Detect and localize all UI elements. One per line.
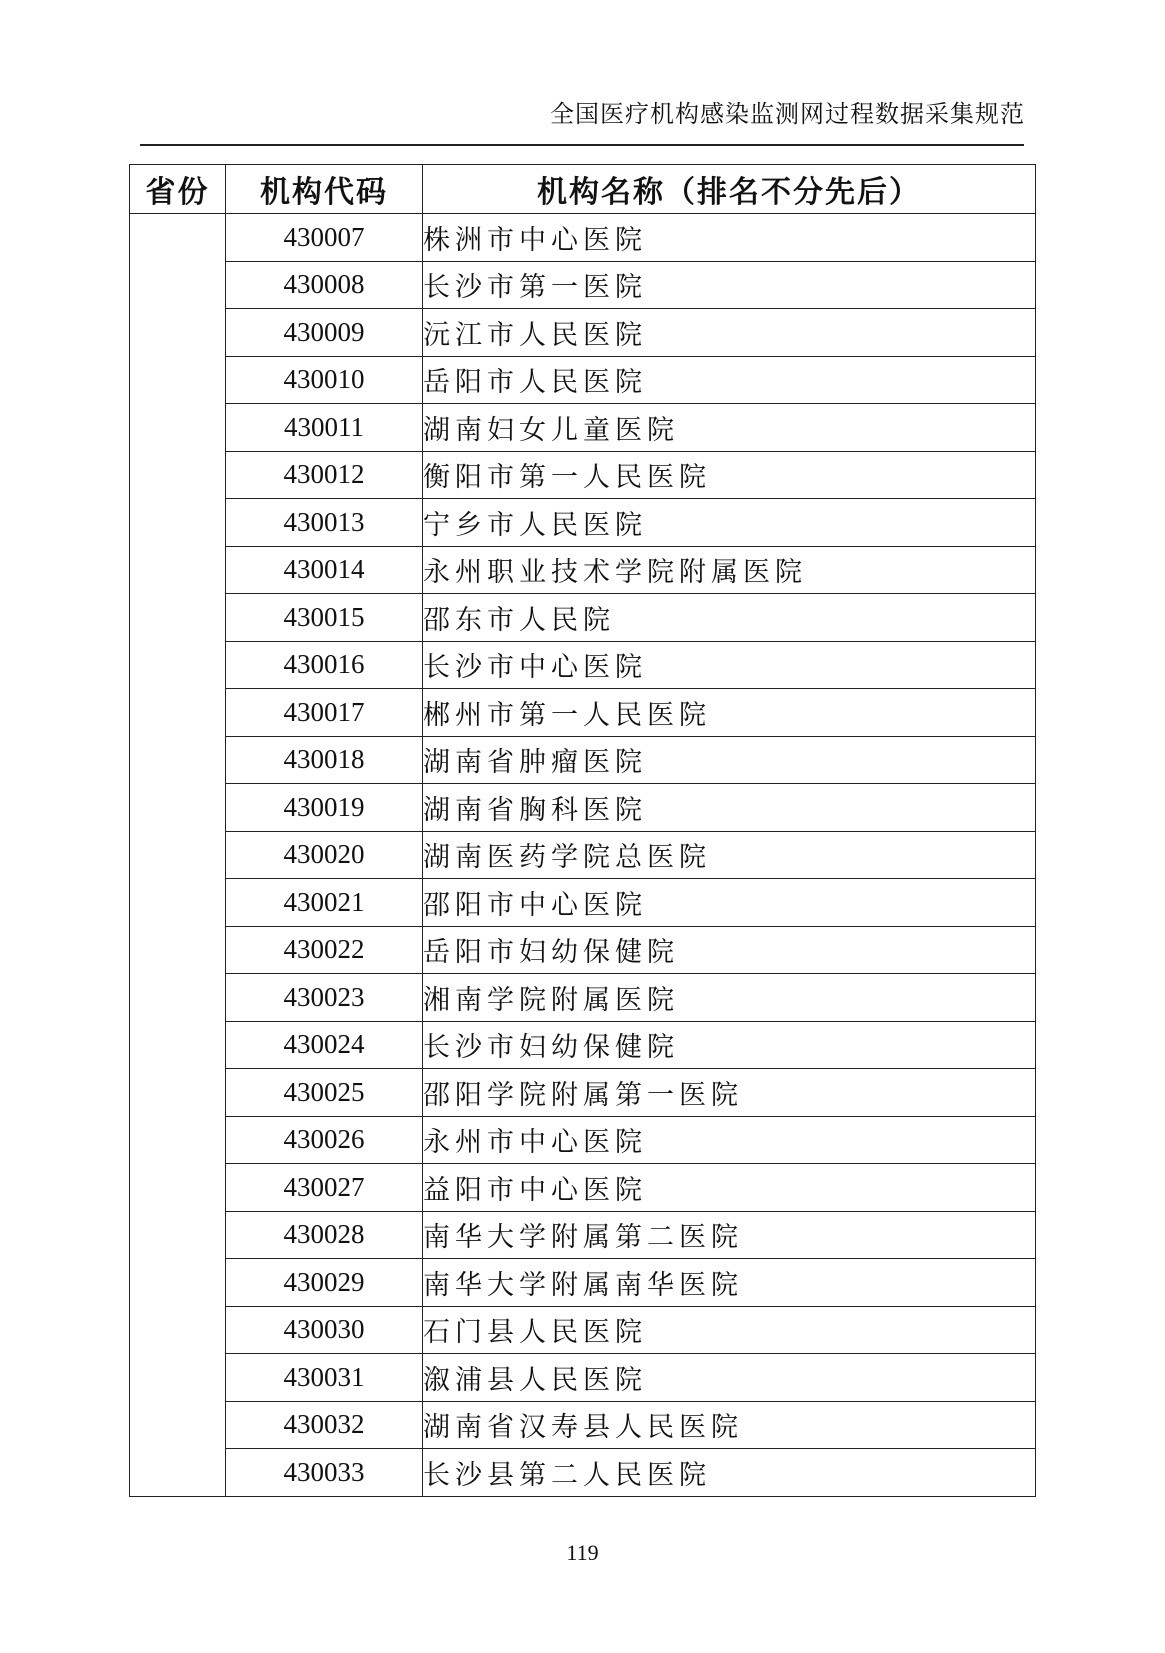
table-row <box>130 641 1036 689</box>
running-header-title: 全国医疗机构感染监测网过程数据采集规范 <box>550 100 1025 128</box>
institution-code-cell: 430019 <box>226 784 423 832</box>
institution-table <box>129 164 1036 1497</box>
institution-name-cell: 邵阳市中心医院 <box>423 879 1036 927</box>
institution-name-cell: 益阳市中心医院 <box>423 1164 1036 1212</box>
institution-name-cell: 株洲市中心医院 <box>423 214 1036 262</box>
table-row <box>130 404 1036 452</box>
institution-name-cell: 宁乡市人民医院 <box>423 499 1036 547</box>
table-row <box>130 974 1036 1022</box>
table-row <box>130 594 1036 642</box>
institution-code-cell: 430025 <box>226 1069 423 1117</box>
institution-name-cell: 石门县人民医院 <box>423 1306 1036 1354</box>
institution-name-cell: 岳阳市妇幼保健院 <box>423 926 1036 974</box>
institution-code-cell: 430022 <box>226 926 423 974</box>
table-row <box>130 689 1036 737</box>
table-row <box>130 1211 1036 1259</box>
institution-name-cell: 永州市中心医院 <box>423 1116 1036 1164</box>
table-row <box>130 309 1036 357</box>
institution-name-cell: 湖南省胸科医院 <box>423 784 1036 832</box>
table-row <box>130 1259 1036 1307</box>
institution-code-cell: 430014 <box>226 546 423 594</box>
institution-code-cell: 430009 <box>226 309 423 357</box>
institution-name-cell: 永州职业技术学院附属医院 <box>423 546 1036 594</box>
institution-code-cell: 430030 <box>226 1306 423 1354</box>
institution-code-cell: 430028 <box>226 1211 423 1259</box>
institution-name-cell: 溆浦县人民医院 <box>423 1354 1036 1402</box>
institution-name-cell: 岳阳市人民医院 <box>423 356 1036 404</box>
page-number: 119 <box>566 1540 599 1565</box>
institution-code-cell: 430031 <box>226 1354 423 1402</box>
table-row <box>130 1354 1036 1402</box>
institution-code-cell: 430016 <box>226 641 423 689</box>
institution-name-cell: 湘南学院附属医院 <box>423 974 1036 1022</box>
column-header-code: 机构代码 <box>226 165 423 214</box>
institution-code-cell: 430026 <box>226 1116 423 1164</box>
table-row <box>130 1306 1036 1354</box>
table-row <box>130 356 1036 404</box>
table-row <box>130 1164 1036 1212</box>
table-row <box>130 831 1036 879</box>
institution-code-cell: 430027 <box>226 1164 423 1212</box>
institution-name-cell: 南华大学附属第二医院 <box>423 1211 1036 1259</box>
table-header-row <box>130 165 1036 214</box>
institution-code-cell: 430017 <box>226 689 423 737</box>
table-row <box>130 784 1036 832</box>
institution-name-cell: 邵阳学院附属第一医院 <box>423 1069 1036 1117</box>
institution-name-cell: 南华大学附属南华医院 <box>423 1259 1036 1307</box>
institution-code-cell: 430015 <box>226 594 423 642</box>
institution-code-cell: 430024 <box>226 1021 423 1069</box>
table-row <box>130 736 1036 784</box>
table-row <box>130 879 1036 927</box>
institution-code-cell: 430007 <box>226 214 423 262</box>
table-row <box>130 1021 1036 1069</box>
institution-name-cell: 长沙市妇幼保健院 <box>423 1021 1036 1069</box>
institution-name-cell: 湖南医药学院总医院 <box>423 831 1036 879</box>
institution-name-cell: 湖南妇女儿童医院 <box>423 404 1036 452</box>
table-row <box>130 1401 1036 1449</box>
institution-name-cell: 衡阳市第一人民医院 <box>423 451 1036 499</box>
table-body <box>130 214 1036 1497</box>
institution-code-cell: 430012 <box>226 451 423 499</box>
column-header-province: 省份 <box>130 165 226 214</box>
institution-code-cell: 430013 <box>226 499 423 547</box>
table-row <box>130 261 1036 309</box>
institution-code-cell: 430010 <box>226 356 423 404</box>
institution-name-cell: 沅江市人民医院 <box>423 309 1036 357</box>
institution-code-cell: 430021 <box>226 879 423 927</box>
institution-name-cell: 长沙市第一医院 <box>423 261 1036 309</box>
table-row <box>130 1449 1036 1497</box>
table-row <box>130 214 1036 262</box>
institution-name-cell: 湖南省肿瘤医院 <box>423 736 1036 784</box>
institution-code-cell: 430018 <box>226 736 423 784</box>
table-row <box>130 499 1036 547</box>
institution-name-cell: 长沙县第二人民医院 <box>423 1449 1036 1497</box>
institution-code-cell: 430023 <box>226 974 423 1022</box>
institution-name-cell: 邵东市人民院 <box>423 594 1036 642</box>
table-row <box>130 1116 1036 1164</box>
institution-name-cell: 长沙市中心医院 <box>423 641 1036 689</box>
institution-code-cell: 430029 <box>226 1259 423 1307</box>
table-row <box>130 1069 1036 1117</box>
header-rule <box>140 144 1024 146</box>
column-header-name: 机构名称（排名不分先后） <box>423 165 1036 214</box>
table-row <box>130 546 1036 594</box>
province-cell <box>130 214 226 1497</box>
institution-code-cell: 430032 <box>226 1401 423 1449</box>
table-row <box>130 926 1036 974</box>
institution-name-cell: 郴州市第一人民医院 <box>423 689 1036 737</box>
institution-name-cell: 湖南省汉寿县人民医院 <box>423 1401 1036 1449</box>
institution-code-cell: 430033 <box>226 1449 423 1497</box>
institution-code-cell: 430020 <box>226 831 423 879</box>
institution-code-cell: 430011 <box>226 404 423 452</box>
table-row <box>130 451 1036 499</box>
institution-code-cell: 430008 <box>226 261 423 309</box>
